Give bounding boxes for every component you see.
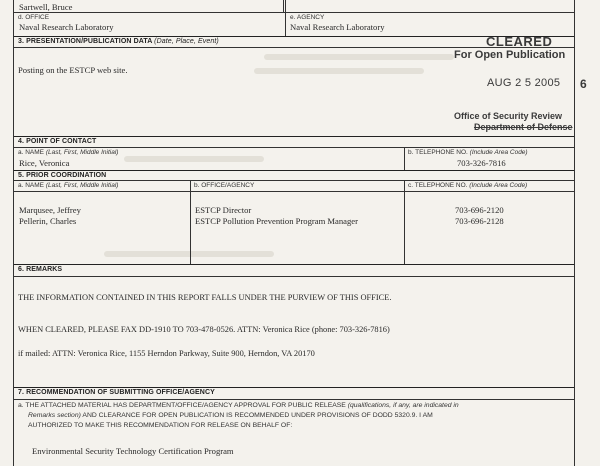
poc-divider xyxy=(404,147,405,170)
office-agency-divider xyxy=(285,12,286,36)
poc-name-label: a. NAME (Last, First, Middle Initial) xyxy=(18,149,119,156)
bleed-through-mark xyxy=(104,251,274,257)
poc-phone-value: 703-326-7816 xyxy=(457,158,506,168)
section-3-header: 3. PRESENTATION/PUBLICATION DATA (Date, Place, Event) xyxy=(18,38,219,45)
presentation-data-text: Posting on the ESTCP web site. xyxy=(18,65,128,75)
submitter-name: Sartwell, Bruce xyxy=(19,2,73,12)
bleed-through-mark xyxy=(254,68,424,74)
section-4-header: 4. POINT OF CONTACT xyxy=(18,138,97,145)
section-5-header: 5. PRIOR COORDINATION xyxy=(18,172,107,179)
poc-name-value: Rice, Veronica xyxy=(19,158,70,168)
remarks-line-3: if mailed: ATTN: Veronica Rice, 1155 Herndon Parkway, Suite 900, Herndon, VA 20170 xyxy=(18,349,315,358)
coord-phone-label: c. TELEPHONE NO. (Include Area Code) xyxy=(408,182,528,189)
top-divider xyxy=(283,0,284,12)
coord-phone: 703-696-2120 xyxy=(455,205,504,215)
coord-divider-1 xyxy=(190,180,191,264)
stamp-department: Department of Defense xyxy=(474,122,573,132)
stamp-for-open-publication: For Open Publication xyxy=(454,49,566,61)
agency-value: Naval Research Laboratory xyxy=(290,22,385,32)
rule xyxy=(14,12,574,13)
stamp-cleared: CLEARED xyxy=(486,34,553,49)
bleed-through-mark xyxy=(124,156,264,162)
coord-office: ESTCP Director xyxy=(195,205,252,215)
coord-divider-2 xyxy=(404,180,405,264)
section-6-header: 6. REMARKS xyxy=(18,266,63,273)
poc-phone-label: b. TELEPHONE NO. (Include Area Code) xyxy=(408,149,528,156)
bleed-through-mark xyxy=(264,54,454,60)
stamp-date: AUG 2 5 2005 xyxy=(487,77,561,89)
coord-name: Marqusee, Jeffrey xyxy=(19,205,81,215)
recommendation-line-b: Remarks section) AND CLEARANCE FOR OPEN PUBLICATION IS RECOMMENDED UNDER PROVISIONS OF DODD 5320.9. I AM xyxy=(28,412,433,419)
form-frame xyxy=(13,0,587,466)
coord-name-label: a. NAME (Last, First, Middle Initial) xyxy=(18,182,119,189)
office-value: Naval Research Laboratory xyxy=(19,22,114,32)
stamp-office: Office of Security Review xyxy=(454,111,563,121)
stamp-date-suffix: 6 xyxy=(580,77,587,91)
remarks-line-1: THE INFORMATION CONTAINED IN THIS REPORT FALLS UNDER THE PURVIEW OF THIS OFFICE. xyxy=(18,293,392,302)
recommendation-line-a: a. THE ATTACHED MATERIAL HAS DEPARTMENT/OFFICE/AGENCY APPROVAL FOR PUBLIC RELEASE (qualifications, if any, are indicated in xyxy=(18,402,459,409)
coord-office: ESTCP Pollution Prevention Program Manager xyxy=(195,216,358,226)
coord-office-label: b. OFFICE/AGENCY xyxy=(194,182,255,189)
agency-label: e. AGENCY xyxy=(290,14,325,21)
office-label: d. OFFICE xyxy=(18,14,50,21)
section-7-header: 7. RECOMMENDATION OF SUBMITTING OFFICE/AGENCY xyxy=(18,389,215,396)
recommending-organization: Environmental Security Technology Certification Program xyxy=(32,446,234,456)
coord-phone: 703-696-2128 xyxy=(455,216,504,226)
remarks-line-2: WHEN CLEARED, PLEASE FAX DD-1910 TO 703-478-0526. ATTN: Veronica Rice (phone: 703-326-7816) xyxy=(18,325,390,334)
coord-name: Pellerin, Charles xyxy=(19,216,77,226)
recommendation-line-c: AUTHORIZED TO MAKE THIS RECOMMENDATION FOR RELEASE ON BEHALF OF: xyxy=(28,422,293,429)
